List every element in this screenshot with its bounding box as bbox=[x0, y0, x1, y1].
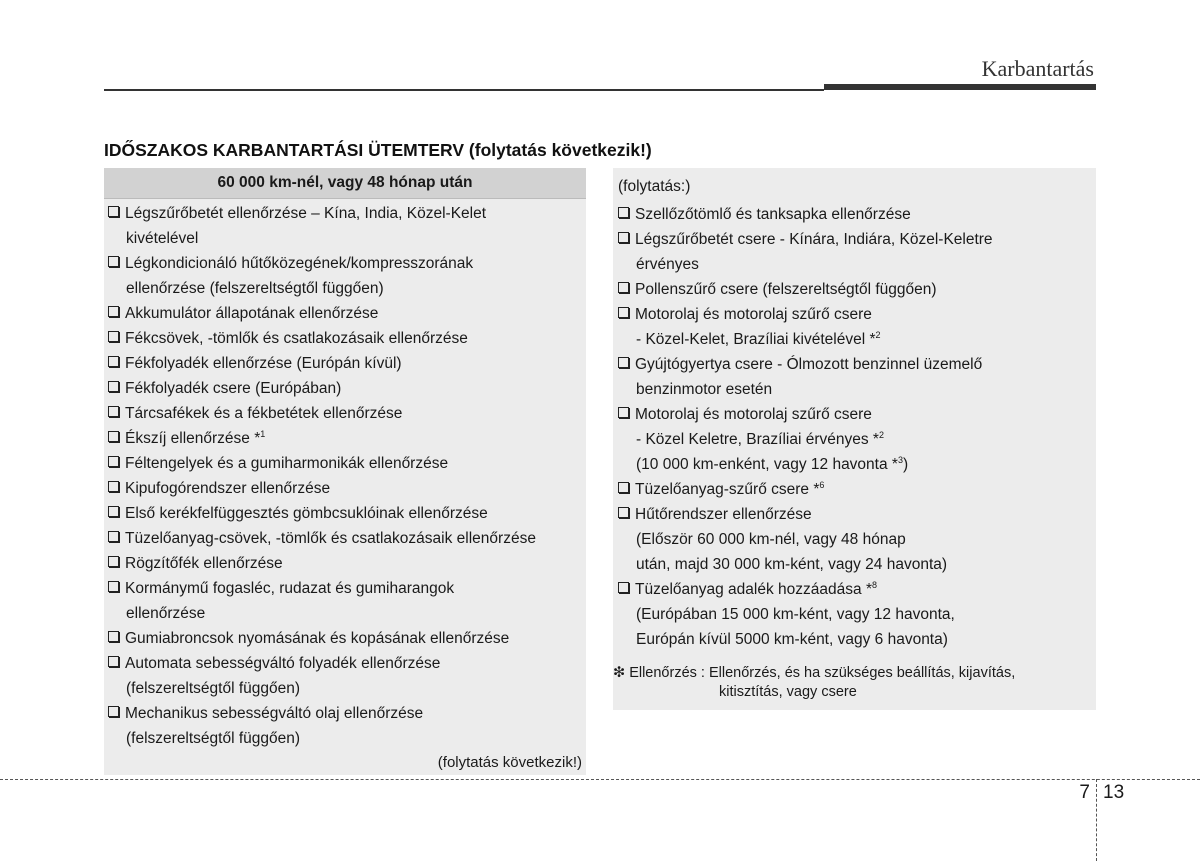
checklist-item-text: Tüzelőanyag adalék hozzáadása * bbox=[635, 581, 872, 598]
checklist-item-text: Motorolaj és motorolaj szűrő csere bbox=[635, 406, 872, 423]
checklist-item-text: (Európában 15 000 km-ként, vagy 12 havonta, bbox=[636, 606, 955, 623]
checklist-item bbox=[108, 251, 586, 301]
checklist-item-line bbox=[618, 502, 1096, 527]
footnote-ref: 3 bbox=[897, 455, 903, 465]
checklist-item bbox=[618, 402, 1096, 477]
checklist-item bbox=[108, 426, 586, 451]
checklist-item-line bbox=[108, 426, 586, 451]
checklist-item bbox=[618, 352, 1096, 402]
checklist-item-line bbox=[108, 576, 586, 601]
checklist-item-text: Ékszíj ellenőrzése * bbox=[125, 430, 261, 447]
checklist-item bbox=[618, 227, 1096, 277]
checklist-item-text: Légszűrőbetét ellenőrzése – Kína, India, Közel-Kelet bbox=[125, 205, 487, 222]
checklist-item-continuation: (felszereltségtől függően) bbox=[126, 730, 301, 747]
checklist-item-text: Kormánymű fogasléc, rudazat és gumiharangok bbox=[125, 580, 455, 597]
checklist-item-text: Tüzelőanyag-szűrő csere * bbox=[635, 481, 820, 498]
checklist-item-text: Első kerékfelfüggesztés gömbcsuklóinak ellenőrzése bbox=[125, 505, 488, 522]
checkbox-icon bbox=[618, 307, 629, 318]
checklist-item bbox=[618, 577, 1096, 652]
checklist-item-text: érvényes bbox=[636, 256, 699, 273]
section-heading: IDŐSZAKOS KARBANTARTÁSI ÜTEMTERV (folytatás következik!) bbox=[104, 140, 652, 160]
checklist-item bbox=[108, 651, 586, 701]
checkbox-icon bbox=[108, 631, 119, 642]
checklist-item bbox=[108, 451, 586, 476]
checklist-item-line bbox=[108, 201, 586, 226]
checklist-item bbox=[108, 401, 586, 426]
checklist-item-text: Fékcsövek, -tömlők és csatlakozásaik ellenőrzése bbox=[125, 330, 468, 347]
checklist-item-text: Automata sebességváltó folyadék ellenőrzése bbox=[125, 655, 441, 672]
checklist-item-continuation: kivételével bbox=[126, 230, 199, 247]
checklist-item-text: - Közel Keletre, Brazíliai érvényes * bbox=[636, 431, 879, 448]
checklist-item-continuation bbox=[618, 452, 1096, 477]
checklist-item-text: Európán kívül 5000 km-ként, vagy 6 havonta) bbox=[636, 631, 948, 648]
checklist-item-continuation bbox=[618, 552, 1096, 577]
page-number: 13 bbox=[1103, 782, 1125, 803]
left-panel bbox=[104, 168, 586, 775]
checkbox-icon bbox=[108, 556, 119, 567]
checklist-item-line bbox=[108, 526, 586, 551]
checklist-item-text: Szellőzőtömlő és tanksapka ellenőrzése bbox=[635, 206, 911, 223]
checkbox-icon bbox=[108, 706, 119, 717]
checklist-item-line bbox=[108, 501, 586, 526]
checklist-item-text: Tüzelőanyag-csövek, -tömlők és csatlakozásaik ellenőrzése bbox=[125, 530, 536, 547]
checklist-item-line bbox=[618, 577, 1096, 602]
checkbox-icon bbox=[108, 381, 119, 392]
checklist-item-line bbox=[618, 402, 1096, 427]
checklist-item-text: (10 000 km-enként, vagy 12 havonta * bbox=[636, 456, 898, 473]
checklist-item bbox=[108, 551, 586, 576]
checkbox-icon bbox=[108, 656, 119, 667]
checklist-item-line bbox=[618, 477, 1096, 502]
checklist-item bbox=[618, 502, 1096, 577]
footer-divider bbox=[1096, 779, 1097, 861]
checklist-item bbox=[108, 701, 586, 751]
legend-note bbox=[613, 664, 1096, 702]
checklist-item-continuation bbox=[618, 252, 1096, 277]
checkbox-icon bbox=[618, 482, 629, 493]
checklist-item-line bbox=[618, 202, 1096, 227]
checklist-item bbox=[108, 351, 586, 376]
checklist-item bbox=[108, 476, 586, 501]
checklist-item-line bbox=[108, 376, 586, 401]
note-label: ❇ Ellenőrzés : bbox=[613, 665, 705, 681]
left-checklist bbox=[104, 199, 586, 751]
checklist-item-line bbox=[108, 326, 586, 351]
checklist-item-text: benzinmotor esetén bbox=[636, 381, 773, 398]
checkbox-icon bbox=[618, 232, 629, 243]
header-rule bbox=[104, 89, 824, 91]
checklist-item bbox=[618, 302, 1096, 352]
checkbox-icon bbox=[108, 531, 119, 542]
checklist-item-line bbox=[108, 551, 586, 576]
checkbox-icon bbox=[108, 206, 119, 217]
footnote-ref: 1 bbox=[260, 429, 266, 439]
checklist-item-text: Hűtőrendszer ellenőrzése bbox=[635, 506, 812, 523]
checklist-item bbox=[618, 477, 1096, 502]
header-title: Karbantartás bbox=[981, 56, 1094, 81]
checklist-item-line bbox=[108, 451, 586, 476]
checklist-item-continuation bbox=[618, 627, 1096, 652]
footnote-ref: 8 bbox=[871, 580, 877, 590]
checkbox-icon bbox=[108, 581, 119, 592]
checklist-item-text: (Először 60 000 km-nél, vagy 48 hónap bbox=[636, 531, 906, 548]
checkbox-icon bbox=[108, 406, 119, 417]
footnote-ref: 2 bbox=[878, 430, 884, 440]
checklist-item-line bbox=[618, 227, 1096, 252]
checkbox-icon bbox=[108, 356, 119, 367]
checklist-item-line bbox=[618, 302, 1096, 327]
chapter-number: 7 bbox=[1079, 782, 1090, 803]
checklist-item bbox=[108, 576, 586, 626]
checklist-item-text: Légkondicionáló hűtőközegének/kompresszorának bbox=[125, 255, 474, 272]
checklist-item-line bbox=[618, 277, 1096, 302]
checkbox-icon bbox=[108, 431, 119, 442]
checklist-item bbox=[618, 277, 1096, 302]
checklist-item-continuation: ellenőrzése bbox=[126, 605, 206, 622]
checklist-item-text: Kipufogórendszer ellenőrzése bbox=[125, 480, 331, 497]
checkbox-icon bbox=[618, 507, 629, 518]
right-panel-continued: (folytatás:) bbox=[618, 178, 691, 195]
checklist-item bbox=[108, 201, 586, 251]
checkbox-icon bbox=[618, 207, 629, 218]
left-panel-heading: 60 000 km-nél, vagy 48 hónap után bbox=[104, 168, 586, 199]
checklist-item-line bbox=[108, 701, 586, 726]
checklist-item-continuation bbox=[618, 377, 1096, 402]
checklist-item-text: Féltengelyek és a gumiharmonikák ellenőrzése bbox=[125, 455, 449, 472]
checklist-item-line bbox=[108, 351, 586, 376]
note-text: Ellenőrzés, és ha szükséges beállítás, kijavítás, bbox=[708, 665, 1016, 681]
checklist-item-text: Légszűrőbetét csere - Kínára, Indiára, Közel-Keletre bbox=[635, 231, 993, 248]
checkbox-icon bbox=[108, 331, 119, 342]
checklist-item-text: Fékfolyadék ellenőrzése (Európán kívül) bbox=[125, 355, 402, 372]
checklist-item-continuation: ellenőrzése (felszereltségtől függően) bbox=[126, 280, 384, 297]
checkbox-icon bbox=[108, 481, 119, 492]
checkbox-icon bbox=[618, 407, 629, 418]
checklist-item bbox=[108, 626, 586, 651]
asterisk-icon: ❇ bbox=[613, 665, 626, 681]
checklist-item-continuation bbox=[618, 527, 1096, 552]
checklist-item-text: Gyújtógyertya csere - Ólmozott benzinnel üzemelő bbox=[635, 356, 983, 373]
checklist-item-line bbox=[108, 476, 586, 501]
checkbox-icon bbox=[618, 357, 629, 368]
checklist-item bbox=[108, 526, 586, 551]
checklist-item-text: Fékfolyadék csere (Európában) bbox=[125, 380, 342, 397]
footnote-ref: 6 bbox=[819, 480, 825, 490]
checklist-item-text: Tárcsafékek és a fékbetétek ellenőrzése bbox=[125, 405, 403, 422]
checklist-item-line bbox=[108, 401, 586, 426]
checkbox-icon bbox=[108, 256, 119, 267]
checklist-item-text: Rögzítőfék ellenőrzése bbox=[125, 555, 283, 572]
right-panel bbox=[613, 168, 1096, 710]
checklist-item-continuation bbox=[618, 602, 1096, 627]
checklist-item-line bbox=[108, 626, 586, 651]
checklist-item-text: Motorolaj és motorolaj szűrő csere bbox=[635, 306, 872, 323]
checklist-item bbox=[618, 202, 1096, 227]
checkbox-icon bbox=[108, 506, 119, 517]
checklist-item bbox=[108, 376, 586, 401]
checklist-item-continuation bbox=[618, 427, 1096, 452]
right-checklist bbox=[613, 199, 1096, 652]
checklist-item-line bbox=[108, 301, 586, 326]
note-text-continued: kitisztítás, vagy csere bbox=[719, 684, 857, 700]
checklist-item-text: után, majd 30 000 km-ként, vagy 24 havonta) bbox=[636, 556, 948, 573]
checklist-item-text: - Közel-Kelet, Brazíliai kivételével * bbox=[636, 331, 876, 348]
checkbox-icon bbox=[108, 306, 119, 317]
checklist-item-text: Akkumulátor állapotának ellenőrzése bbox=[125, 305, 379, 322]
checkbox-icon bbox=[618, 582, 629, 593]
checklist-item-text: Gumiabroncsok nyomásának és kopásának ellenőrzése bbox=[125, 630, 510, 647]
checklist-item-continuation: (felszereltségtől függően) bbox=[126, 680, 301, 697]
footnote-ref: 2 bbox=[875, 330, 881, 340]
checkbox-icon bbox=[618, 282, 629, 293]
left-panel-footer: (folytatás következik!) bbox=[437, 754, 582, 771]
checklist-item-text: ) bbox=[902, 456, 909, 473]
checkbox-icon bbox=[108, 456, 119, 467]
checklist-item-line bbox=[618, 352, 1096, 377]
checklist-item-continuation bbox=[618, 327, 1096, 352]
header-rule-thick bbox=[824, 84, 1096, 90]
checklist-item-text: Mechanikus sebességváltó olaj ellenőrzése bbox=[125, 705, 424, 722]
checklist-item bbox=[108, 301, 586, 326]
checklist-item-line bbox=[108, 251, 586, 276]
checklist-item-line bbox=[108, 651, 586, 676]
checklist-item-text: Pollenszűrő csere (felszereltségtől függően) bbox=[635, 281, 937, 298]
checklist-item bbox=[108, 326, 586, 351]
checklist-item bbox=[108, 501, 586, 526]
footer-rule bbox=[0, 779, 1200, 780]
